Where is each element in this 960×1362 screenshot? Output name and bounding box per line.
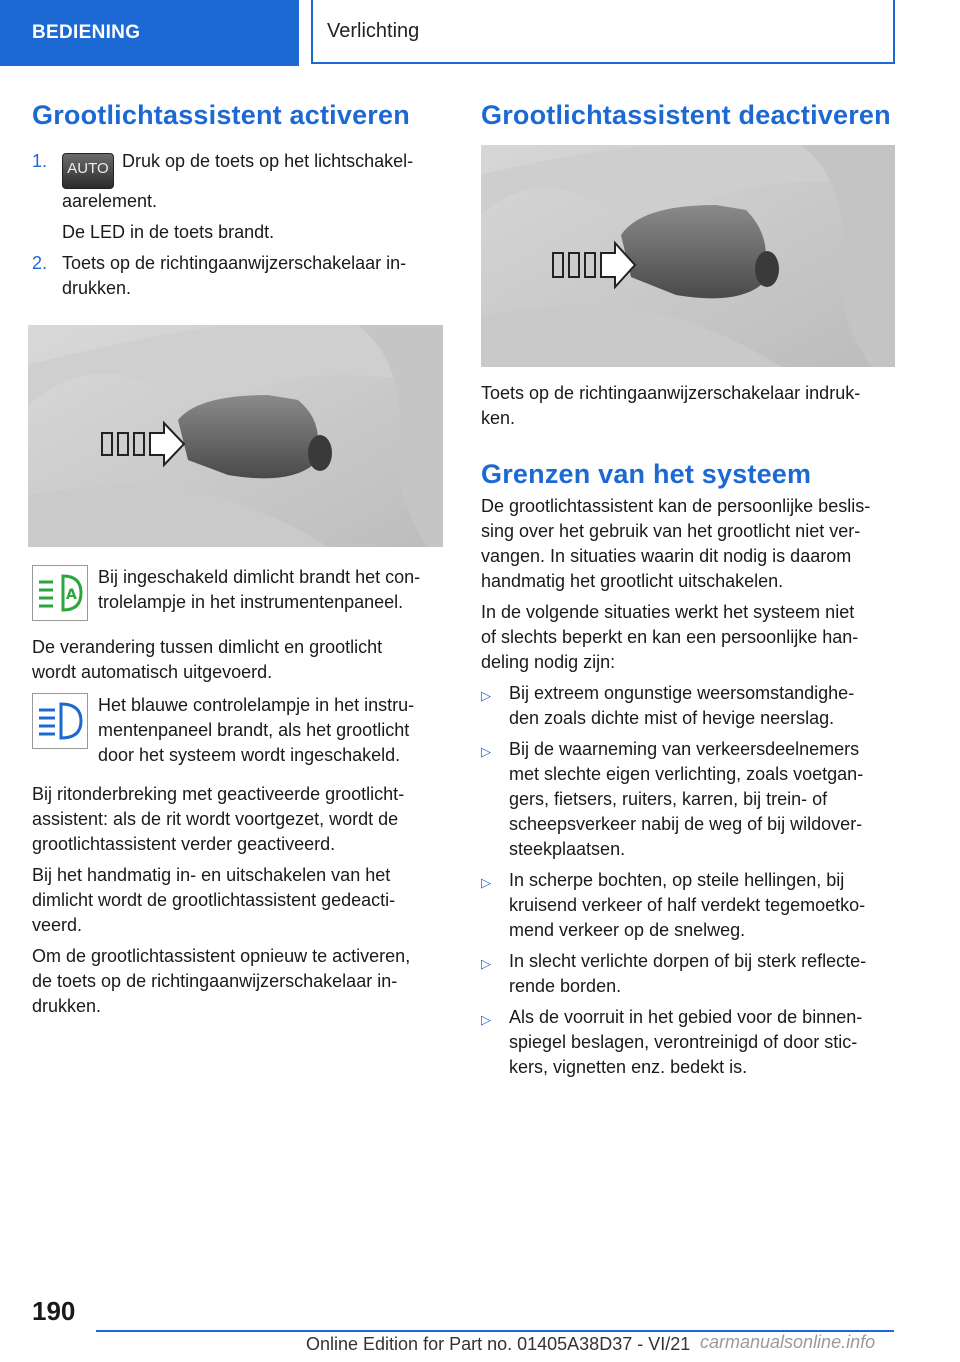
heading-deactivate: Grootlichtassistent deactiveren bbox=[481, 100, 891, 130]
paragraph-line: De verandering tussen dimlicht en grootlicht bbox=[32, 637, 383, 657]
paragraph-line: sing over het gebruik van het grootlicht niet ver- bbox=[481, 521, 861, 541]
step-result: De LED in de toets brandt. bbox=[62, 222, 275, 242]
bullet-text: Als de voorruit in het gebied voor de binnen- bbox=[509, 1007, 863, 1027]
bullet-text: spiegel beslagen, verontreinigd of door stic- bbox=[509, 1032, 858, 1052]
bullet-text: In slecht verlichte dorpen of bij sterk reflecte- bbox=[509, 951, 867, 971]
bullet-text: den zoals dichte mist of hevige neerslag. bbox=[509, 708, 835, 728]
watermark: carmanualsonline.info bbox=[700, 1332, 876, 1352]
caption-line: Toets op de richtingaanwijzerschakelaar indruk- bbox=[481, 383, 861, 403]
list-item bbox=[481, 949, 897, 999]
paragraph-line: vangen. In situaties waarin dit nodig is daarom bbox=[481, 546, 852, 566]
paragraph bbox=[32, 944, 446, 1019]
step-text: drukken. bbox=[62, 278, 132, 298]
high-beam-blue-icon bbox=[32, 693, 88, 749]
bullet-text: scheepsverkeer nabij de weg of bij wildover- bbox=[509, 814, 863, 834]
note-text: mentenpaneel brandt, als het grootlicht bbox=[98, 720, 410, 740]
bullet-text: mend verkeer op de snelweg. bbox=[509, 920, 746, 940]
list-item bbox=[481, 868, 897, 943]
triangle-bullet-icon: ▷ bbox=[481, 744, 491, 759]
heading-activate: Grootlichtassistent activeren bbox=[32, 100, 410, 130]
section-title: Verlichting bbox=[311, 0, 895, 64]
paragraph-line: Bij ritonderbreking met geactiveerde grootlicht- bbox=[32, 784, 405, 804]
paragraph bbox=[481, 600, 897, 675]
bullet-text: met slechte eigen verlichting, zoals voetgan- bbox=[509, 764, 864, 784]
paragraph bbox=[32, 782, 446, 857]
triangle-bullet-icon: ▷ bbox=[481, 688, 491, 703]
paragraph-line: Bij het handmatig in- en uitschakelen van het bbox=[32, 865, 391, 885]
paragraph bbox=[32, 863, 446, 938]
page-number: 190 bbox=[32, 1296, 76, 1326]
auto-key-icon: AUTO bbox=[62, 153, 114, 189]
chapter-tab: BEDIENING bbox=[0, 0, 299, 66]
paragraph-line: of slechts beperkt en kan een persoonlijke han- bbox=[481, 627, 859, 647]
bullet-text: kers, vignetten enz. bedekt is. bbox=[509, 1057, 748, 1077]
triangle-bullet-icon: ▷ bbox=[481, 1012, 491, 1027]
bullet-text: In scherpe bochten, op steile hellingen, bij bbox=[509, 870, 845, 890]
heading-system-limits: Grenzen van het systeem bbox=[481, 459, 812, 489]
paragraph-line: deling nodig zijn: bbox=[481, 652, 616, 672]
paragraph-line: grootlichtassistent verder geactiveerd. bbox=[32, 834, 336, 854]
high-beam-assistant-green-icon bbox=[32, 565, 88, 621]
paragraph-line: Om de grootlichtassistent opnieuw te activeren, bbox=[32, 946, 411, 966]
caption-line: ken. bbox=[481, 408, 516, 428]
bullet-text: Bij de waarneming van verkeersdeelnemers bbox=[509, 739, 860, 759]
triangle-bullet-icon: ▷ bbox=[481, 956, 491, 971]
image-caption bbox=[481, 381, 897, 431]
list-item bbox=[481, 1005, 897, 1080]
step-text: Toets op de richtingaanwijzerschakelaar in- bbox=[62, 253, 407, 273]
turn-signal-lever-photo bbox=[28, 325, 443, 547]
list-item bbox=[32, 149, 446, 245]
bullet-text: steekplaatsen. bbox=[509, 839, 626, 859]
triangle-bullet-icon: ▷ bbox=[481, 875, 491, 890]
paragraph-line: dimlicht wordt de grootlichtassistent gedeacti- bbox=[32, 890, 396, 910]
paragraph-line: handmatig het grootlicht uitschakelen. bbox=[481, 571, 784, 591]
paragraph-line: veerd. bbox=[32, 915, 83, 935]
paragraph-line: drukken. bbox=[32, 996, 102, 1016]
paragraph bbox=[32, 635, 446, 685]
right-column bbox=[481, 100, 897, 1080]
green-indicator-note bbox=[32, 565, 446, 621]
svg-text:A: A bbox=[66, 587, 77, 603]
bullet-text: kruisend verkeer of half verdekt tegemoetko- bbox=[509, 895, 866, 915]
list-item bbox=[481, 681, 897, 731]
bullet-list bbox=[481, 681, 897, 1080]
blue-indicator-note bbox=[32, 693, 446, 768]
note-text: Het blauwe controlelampje in het instru- bbox=[98, 695, 415, 715]
paragraph-line: assistent: als de rit wordt voortgezet, wordt de bbox=[32, 809, 399, 829]
list-item bbox=[481, 737, 897, 862]
note-text: door het systeem wordt ingeschakeld. bbox=[98, 745, 401, 765]
left-column bbox=[32, 100, 446, 1019]
bullet-text: rende borden. bbox=[509, 976, 622, 996]
step-text: aarelement. bbox=[62, 191, 158, 211]
bullet-text: gers, fietsers, ruiters, karren, bij trein- of bbox=[509, 789, 828, 809]
paragraph-line: In de volgende situaties werkt het systeem niet bbox=[481, 602, 855, 622]
note-text: Bij ingeschakeld dimlicht brandt het con- bbox=[98, 567, 421, 587]
paragraph bbox=[481, 494, 897, 594]
paragraph-line: De grootlichtassistent kan de persoonlijke beslis- bbox=[481, 496, 871, 516]
step-list bbox=[32, 149, 446, 301]
bullet-text: Bij extreem ongunstige weersomstandighe- bbox=[509, 683, 855, 703]
step-text: Druk op de toets op het lichtschakel- bbox=[122, 151, 414, 171]
paragraph-line: de toets op de richtingaanwijzerschakelaar in- bbox=[32, 971, 398, 991]
step-number: 1. bbox=[32, 151, 48, 171]
edition-note: Online Edition for Part no. 01405A38D37 - VI/21 bbox=[306, 1334, 691, 1354]
list-item bbox=[32, 251, 446, 301]
paragraph-line: wordt automatisch uitgevoerd. bbox=[32, 662, 273, 682]
step-number: 2. bbox=[32, 253, 48, 273]
turn-signal-lever-photo bbox=[481, 145, 895, 367]
note-text: trolelampje in het instrumentenpaneel. bbox=[98, 592, 404, 612]
